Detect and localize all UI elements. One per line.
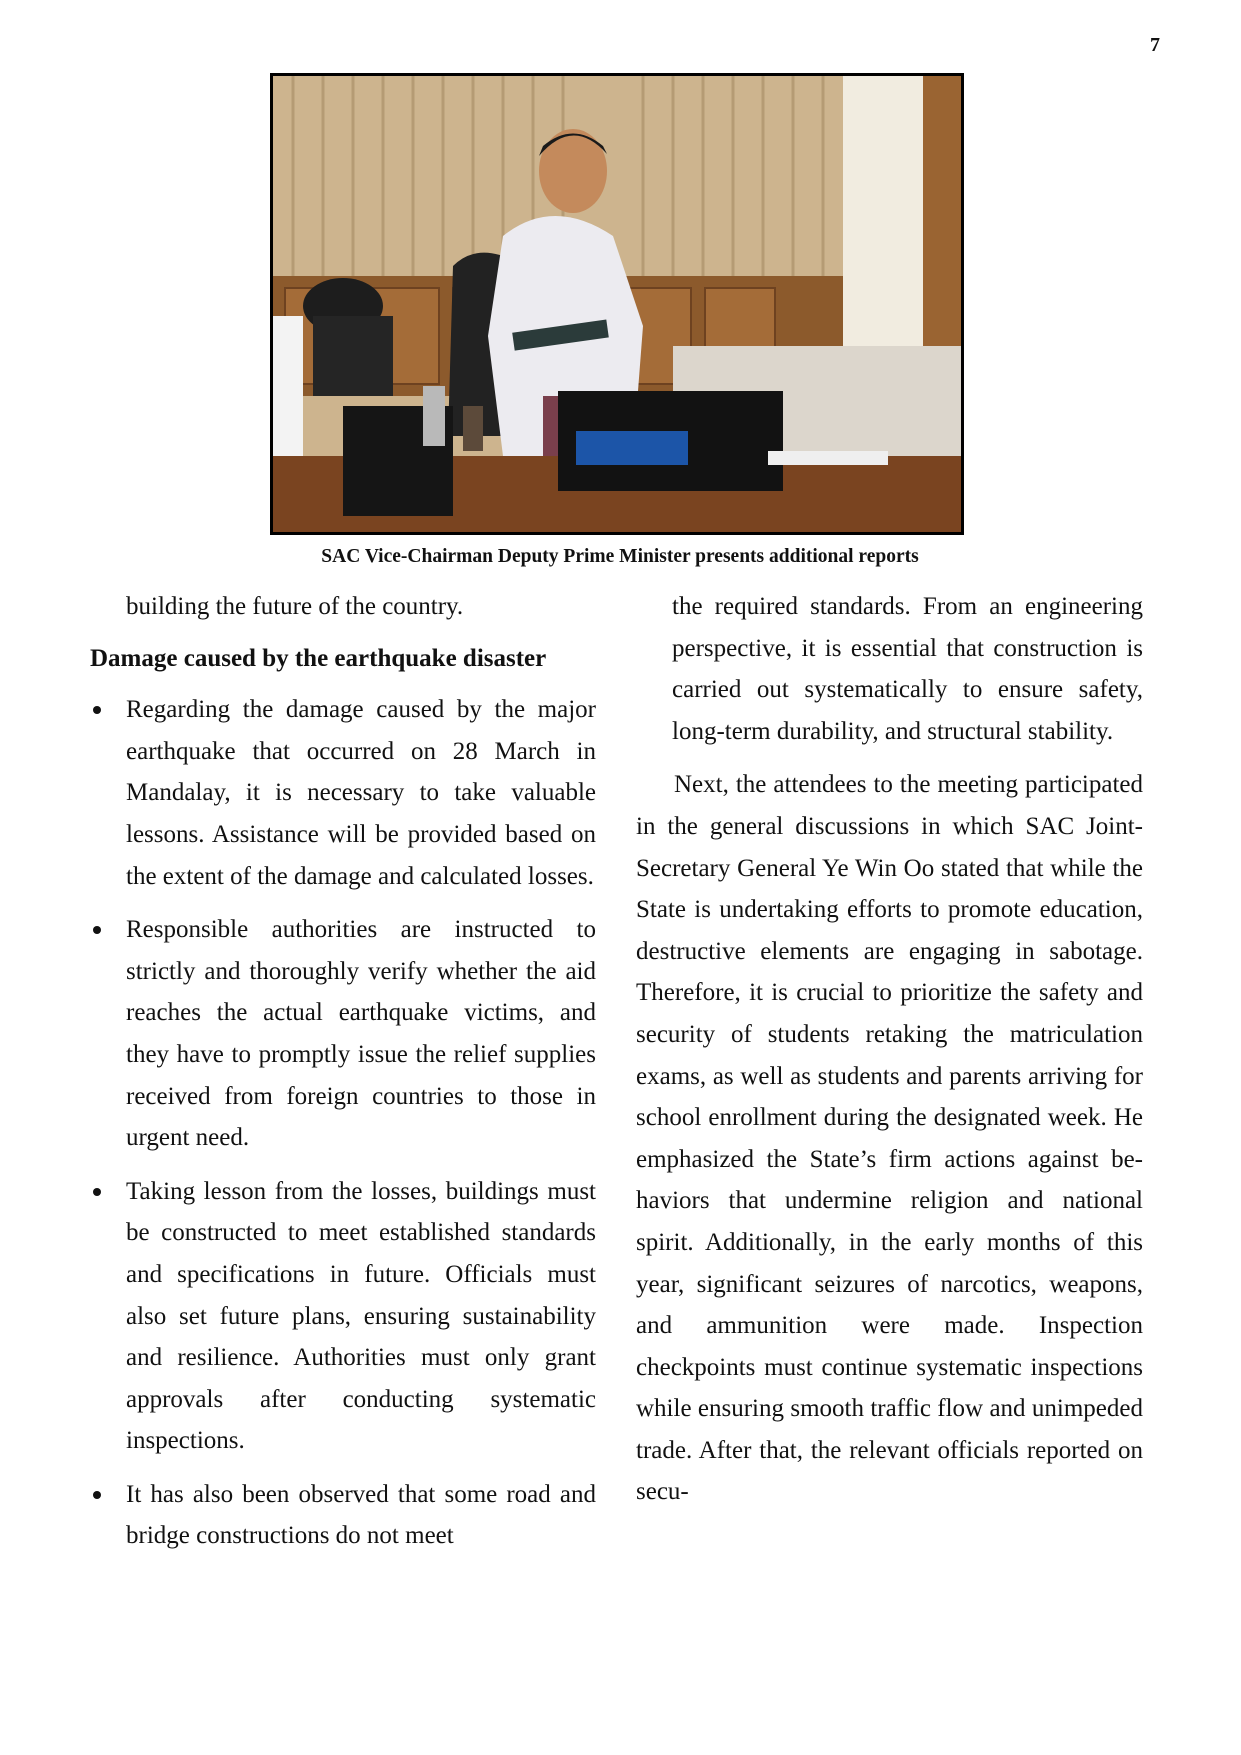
list-item-text: Responsible authorities are instructed to strictly and thoroughly verify whether the aid reaches the actual earthquake victims, and they have to promptly issue the relief supplies received from foreign countries to those in urgent need. bbox=[126, 916, 596, 1152]
list-item bbox=[90, 689, 596, 897]
continued-text: building the future of the country. bbox=[126, 593, 464, 620]
right-column bbox=[636, 586, 1143, 1513]
bullet-icon bbox=[93, 706, 101, 714]
list-item-text: It has also been observed that some road and bridge constructions do not meet bbox=[126, 1480, 596, 1550]
section-heading: Damage caused by the earthquake disaster bbox=[90, 644, 547, 672]
continued-bullet-text: the required standards. From an engineering perspective, it is essential that construction is carried out systematically to ensure safety, long-term durability, and structural stability. bbox=[672, 593, 1143, 745]
meeting-photo bbox=[270, 73, 964, 535]
bullet-icon bbox=[93, 926, 101, 934]
left-column bbox=[90, 586, 596, 1569]
bullet-icon bbox=[93, 1188, 101, 1196]
meeting-photo-illustration bbox=[273, 76, 961, 532]
damage-bullet-list bbox=[90, 689, 596, 1557]
list-item bbox=[90, 909, 596, 1159]
bullet-icon bbox=[93, 1491, 101, 1499]
list-item bbox=[90, 1171, 596, 1462]
body-paragraph: Next, the attendees to the meeting participated in the general discussions in which SAC Joint-Secretary General Ye Win Oo stated that while the State is undertaking efforts to promote education, destructive elements are engaging in sabotage. Therefore, it is crucial to prioritize the safety and security of students retaking the matriculation exams, as well as students and parents arriving for school enrollment during the designated week. He emphasized the State’s firm actions against behaviors that undermine religion and national spirit. Additionally, in the early months of this year, significant seizures of narcotics, weapons, and ammunition were made. Inspection checkpoints must continue systematic inspections while ensuring smooth traffic flow and unimpeded trade. After that, the relevant officials reported on secu- bbox=[636, 771, 1143, 1506]
photo-caption: SAC Vice-Chairman Deputy Prime Minister presents additional reports bbox=[321, 546, 919, 567]
list-item-text: Regarding the damage caused by the major earthquake that occurred on 28 March in Mandalay, it is necessary to take valuable lessons. Assistance will be provided based on the extent of the damage and calculated losses. bbox=[126, 696, 596, 890]
list-item-text: Taking lesson from the losses, buildings must be constructed to meet established standards and specifications in future. Officials must also set future plans, ensuring sustainability and resilience. Authorities must only grant approvals after conducting systematic inspections. bbox=[126, 1177, 596, 1455]
page-number: 7 bbox=[1150, 34, 1160, 56]
list-item bbox=[90, 1474, 596, 1557]
